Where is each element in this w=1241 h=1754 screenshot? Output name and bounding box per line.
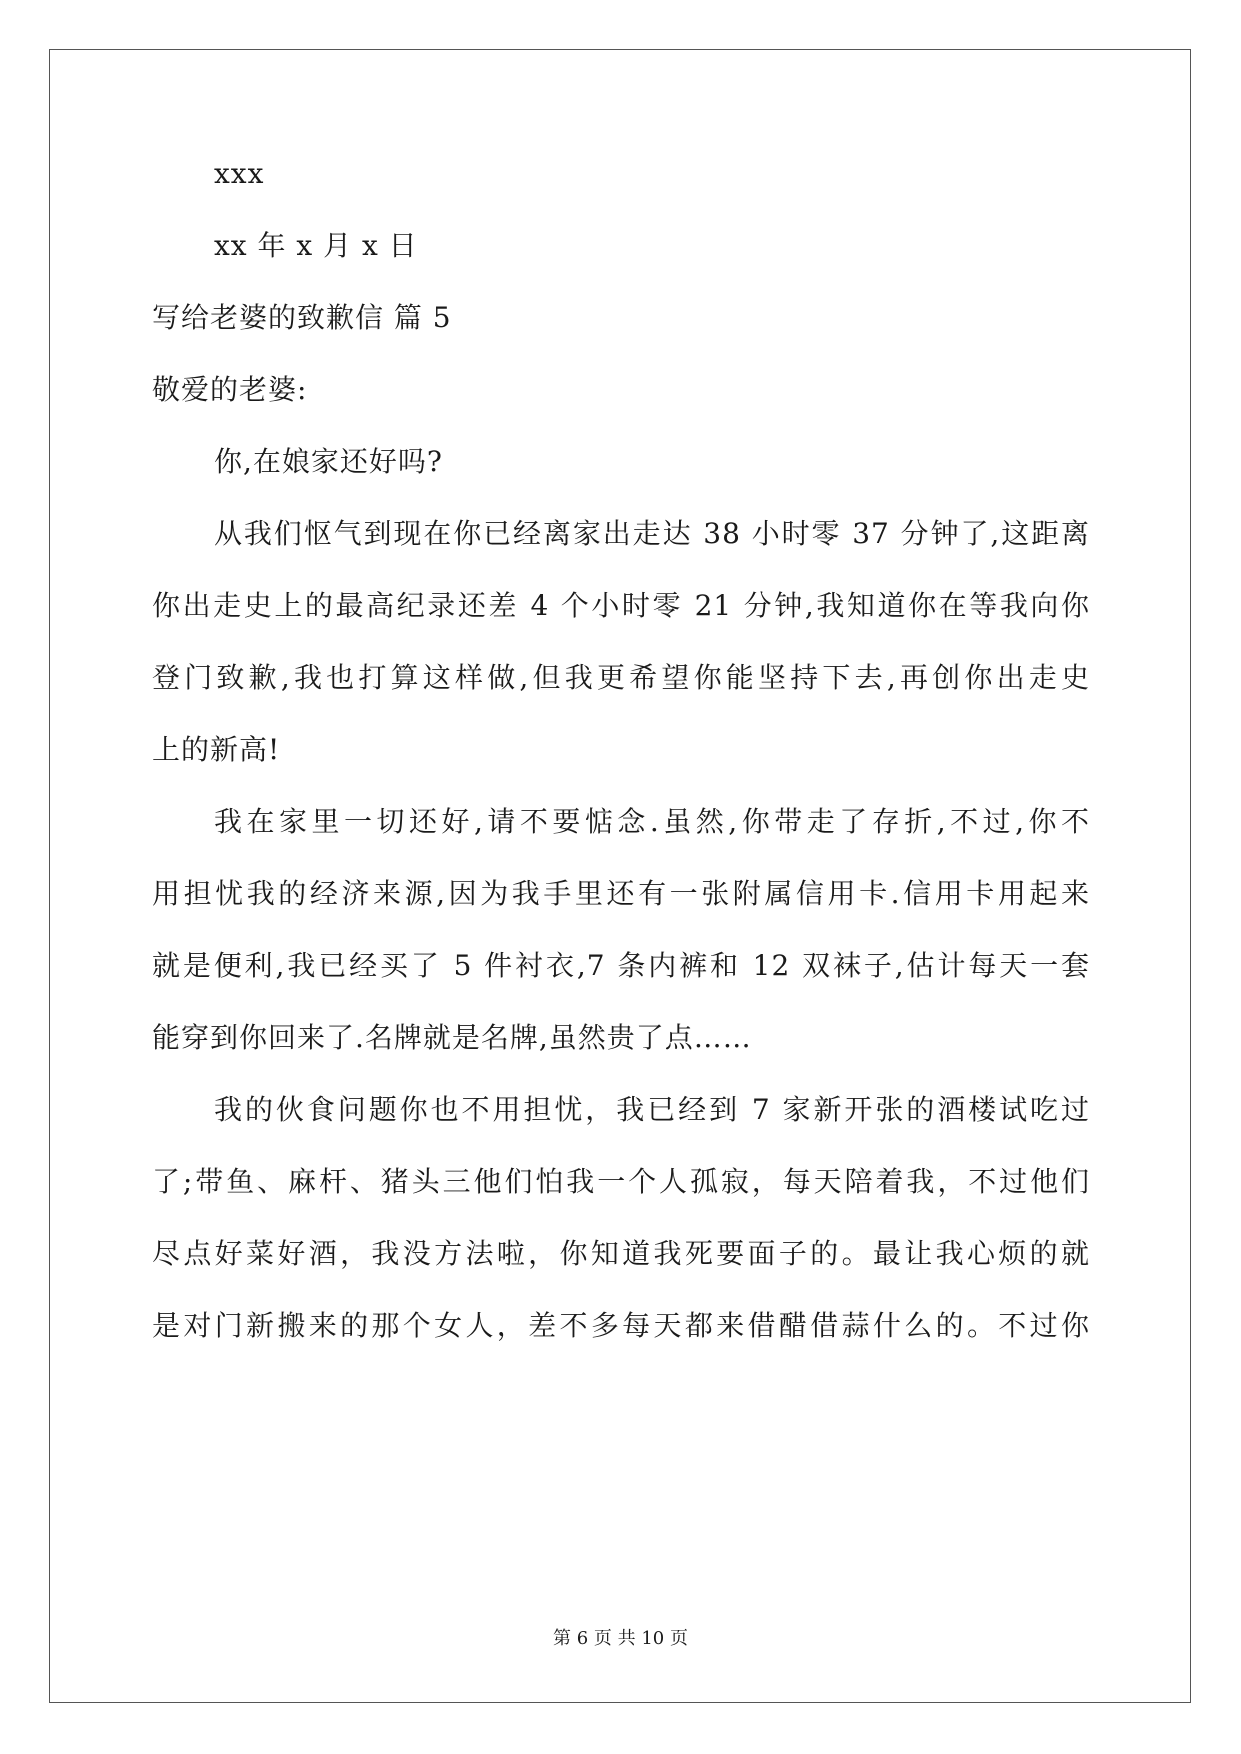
page-footer: 第 6 页 共 10 页 (553, 1628, 688, 1649)
body-line: 用担忧我的经济来源,因为我手里还有一张附属信用卡.信用卡用起来 (152, 877, 1090, 910)
body-line: 我在家里一切还好,请不要惦念.虽然,你带走了存折,不过,你不 (214, 805, 1090, 838)
body-line: 上的新高! (152, 733, 281, 766)
page-border (49, 49, 1191, 1703)
body-line: 从我们怄气到现在你已经离家出走达 38 小时零 37 分钟了,这距离 (214, 517, 1090, 550)
salutation: 敬爱的老婆: (152, 373, 308, 406)
body-line: 你出走史上的最高纪录还差 4 个小时零 21 分钟,我知道你在等我向你 (152, 589, 1090, 622)
section-title: 写给老婆的致歉信 篇 5 (152, 301, 452, 334)
body-line: 就是便利,我已经买了 5 件衬衣,7 条内裤和 12 双袜子,估计每天一套 (152, 949, 1090, 982)
date: xx 年 x 月 x 日 (214, 229, 418, 262)
body-line: 登门致歉,我也打算这样做,但我更希望你能坚持下去,再创你出走史 (152, 661, 1090, 694)
body-line: 尽点好菜好酒，我没方法啦，你知道我死要面子的。最让我心烦的就 (152, 1237, 1090, 1270)
body-line: 了;带鱼、麻杆、猪头三他们怕我一个人孤寂，每天陪着我，不过他们 (152, 1165, 1090, 1198)
signature: xxx (214, 157, 265, 190)
body-line: 你,在娘家还好吗? (214, 445, 443, 478)
body-line: 是对门新搬来的那个女人，差不多每天都来借醋借蒜什么的。不过你 (152, 1309, 1090, 1342)
body-line: 我的伙食问题你也不用担忧，我已经到 7 家新开张的酒楼试吃过 (214, 1093, 1090, 1126)
body-line: 能穿到你回来了.名牌就是名牌,虽然贵了点…… (152, 1021, 752, 1054)
